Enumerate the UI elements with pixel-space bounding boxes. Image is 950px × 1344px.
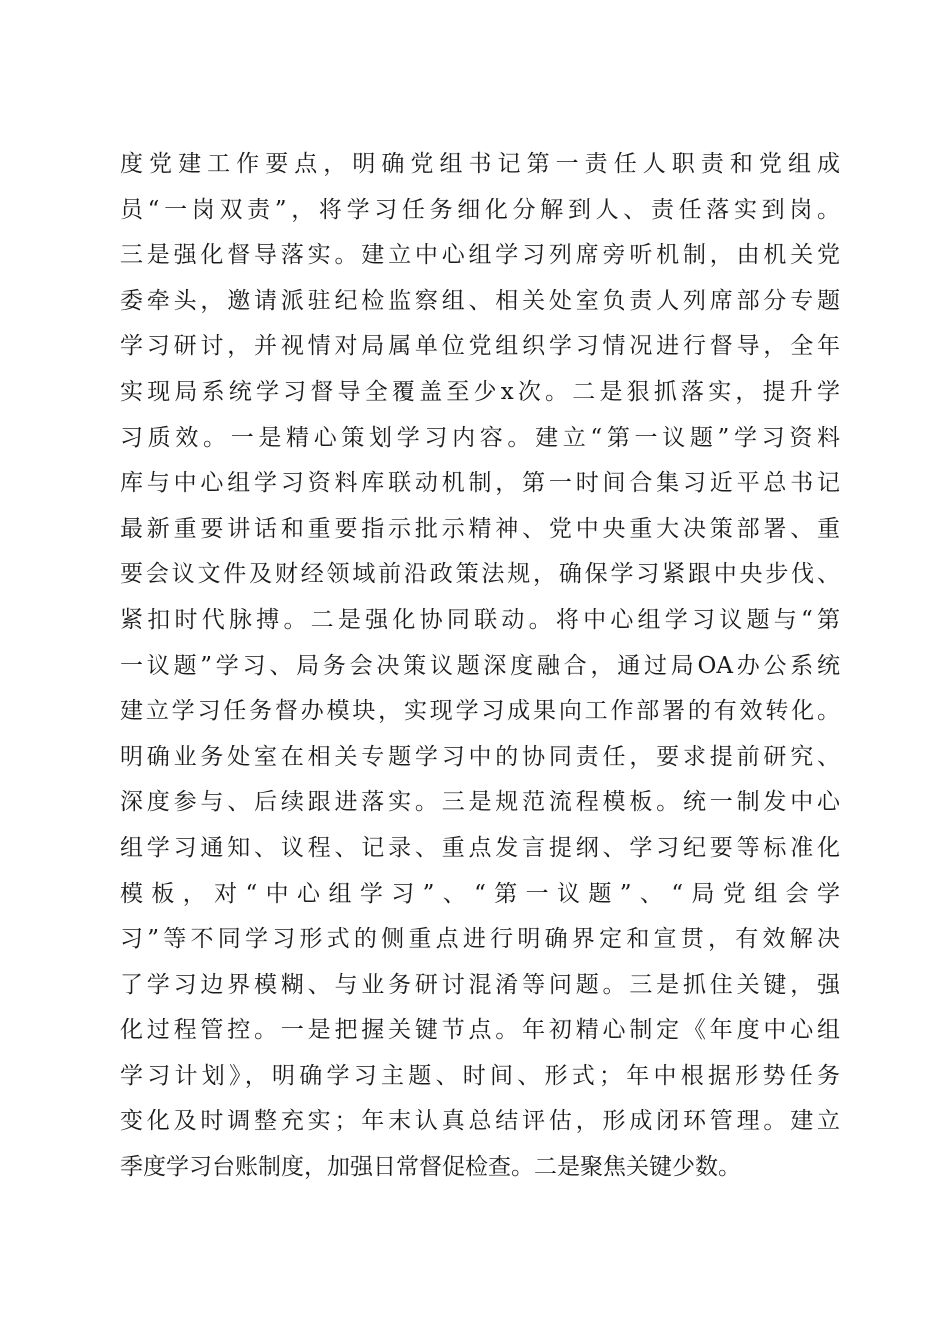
text-line: 习质效。一是精心策划学习内容。建立“第一议题”学习资料 bbox=[120, 424, 840, 451]
text-line: 度党建工作要点，明确党组书记第一责任人职责和党组成 bbox=[120, 151, 840, 177]
text-line: 模板，对“中心组学习”、“第一议题”、“局党组会学 bbox=[120, 880, 840, 907]
text-line: 三是强化督导落实。建立中心组学习列席旁听机制，由机关党 bbox=[120, 242, 840, 269]
text-line: 库与中心组学习资料库联动机制，第一时间合集习近平总书记 bbox=[120, 470, 840, 497]
text-line: 明确业务处室在相关专题学习中的协同责任，要求提前研究、 bbox=[120, 743, 840, 770]
text-line: 组学习通知、议程、记录、重点发言提纲、学习纪要等标准化 bbox=[120, 834, 840, 861]
text-line: 季度学习台账制度，加强日常督促检查。二是聚焦关键少数。 bbox=[120, 1154, 741, 1181]
text-line: 深度参与、后续跟进落实。三是规范流程模板。统一制发中心 bbox=[120, 789, 840, 816]
text-line: 学习计划》，明确学习主题、时间、形式；年中根据形势任务 bbox=[120, 1062, 840, 1089]
text-line: 习”等不同学习形式的侧重点进行明确界定和宣贯，有效解决 bbox=[120, 926, 840, 953]
text-line: 变化及时调整充实；年末认真总结评估，形成闭环管理。建立 bbox=[120, 1108, 840, 1135]
text-line: 学习研讨，并视情对局属单位党组织学习情况进行督导，全年 bbox=[120, 333, 840, 360]
text-line: 紧扣时代脉搏。二是强化协同联动。将中心组学习议题与“第 bbox=[120, 606, 840, 633]
text-line: 员“一岗双责”，将学习任务细化分解到人、责任落实到岗。 bbox=[120, 196, 840, 223]
text-line: 建立学习任务督办模块，实现学习成果向工作部署的有效转化。 bbox=[120, 698, 840, 725]
text-line: 一议题”学习、局务会决策议题深度融合，通过局OA办公系统 bbox=[120, 652, 840, 679]
text-line: 最新重要讲话和重要指示批示精神、党中央重大决策部署、重 bbox=[120, 515, 840, 542]
text-line: 委牵头，邀请派驻纪检监察组、相关处室负责人列席部分专题 bbox=[120, 287, 840, 314]
body-text bbox=[120, 142, 840, 1191]
text-line: 实现局系统学习督导全覆盖至少x次。二是狠抓落实，提升学 bbox=[120, 378, 840, 405]
text-line: 了学习边界模糊、与业务研讨混淆等问题。三是抓住关键，强 bbox=[120, 971, 840, 998]
text-line: 要会议文件及财经领域前沿政策法规，确保学习紧跟中央步伐、 bbox=[120, 561, 840, 588]
text-line: 化过程管控。一是把握关键节点。年初精心制定《年度中心组 bbox=[120, 1017, 840, 1044]
